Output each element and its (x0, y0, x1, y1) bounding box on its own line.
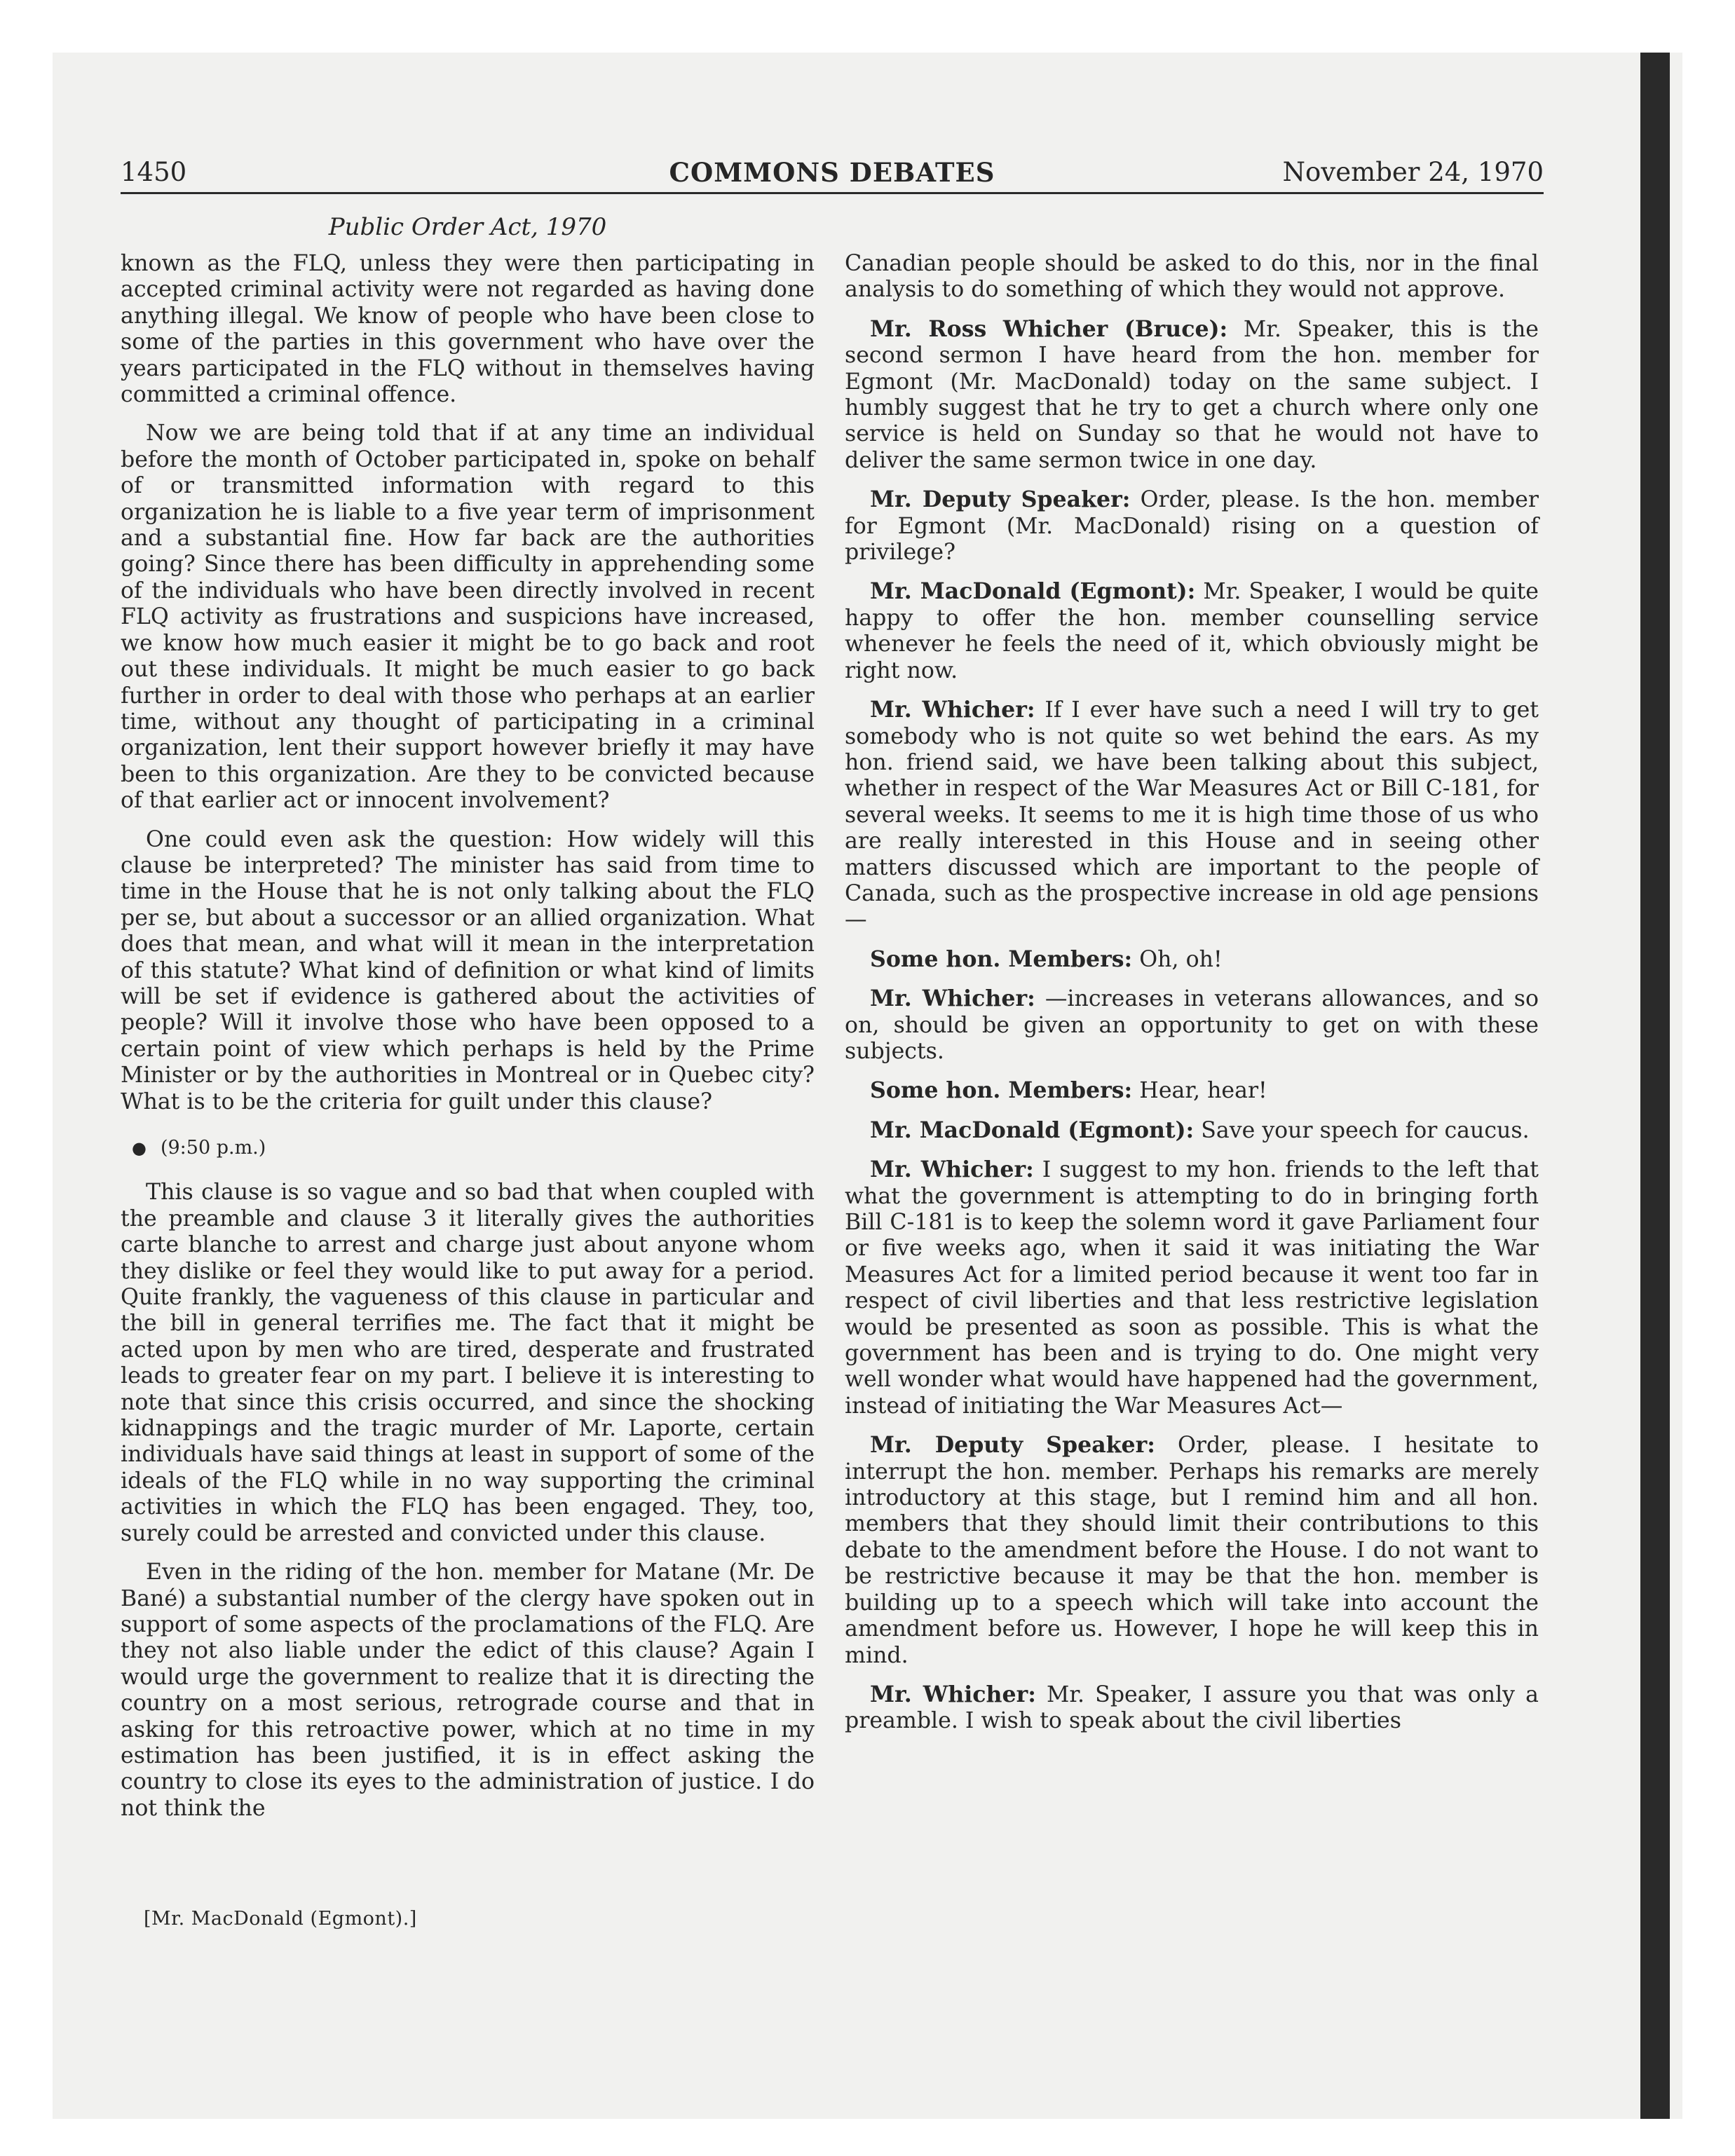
speaker-name: Some hon. Members: (870, 1077, 1133, 1104)
speech-text: Mr. Speaker, I would be quite happy to offer the hon. member counselling service whenever he feels the need of it, which obviously might be right now. (845, 579, 1539, 683)
speech-text: Save your speech for caucus. (1194, 1117, 1530, 1143)
paragraph: Even in the riding of the hon. member for Matane (Mr. De Bané) a substantial number of the clergy have spoken out in support of some aspects of the proclamations of the FLQ. Are they not also liable under the edict of this clause? Again I would urge the government to realize that it is directing the country on a most serious, retrograde course and that in asking for this retroactive power, which at no time in my estimation has been justified, it is in effect asking the country to close its eyes to the administration of justice. I do not think the (121, 1560, 815, 1821)
speech-text: Order, please. I hesitate to interrupt the hon. member. Perhaps his remarks are merely introductory at this stage, but I remind him and all hon. members that they should limit their contributions to this debate to the amendment before the House. I do not want to be restrictive because it may be that the hon. member is building up to a speech which will take into account the amendment before us. However, I hope he will keep this in mind. (845, 1433, 1539, 1668)
paragraph: One could even ask the question: How widely will this clause be interpreted? The minister has said from time to time in the House that he is not only talking about the FLQ per se, but about a successor or an allied organization. What does that mean, and what will it mean in the interpretation of this statute? What kind of definition or what kind of limits will be set if evidence is gathered about the activities of people? Will it involve those who have been opposed to a certain point of view which perhaps is held by the Prime Minister or by the authorities in Montreal or in Quebec city? What is to be the criteria for guilt under this clause? (121, 826, 815, 1114)
paragraph: known as the FLQ, unless they were then participating in accepted criminal activity were not regarded as having done anything illegal. We know of people who have been close to some of the parties in this government who have over the years participated in the FLQ without in themselves having committed a criminal offence. (121, 251, 815, 408)
speaker-name: Mr. Whicher: (870, 697, 1035, 723)
page-number: 1450 (121, 157, 187, 187)
speaker-name: Mr. Whicher: (870, 1157, 1034, 1183)
speech-text: —increases in veterans allowances, and so on, should be given an opportunity to get on with these subjects. (845, 986, 1539, 1064)
speaker-name: Mr. MacDonald (Egmont): (870, 1117, 1195, 1143)
speaker-name: Mr. Ross Whicher (Bruce): (870, 315, 1228, 342)
speech (845, 1157, 1539, 1419)
speech-text: If I ever have such a need I will try to get somebody who is not quite so wet behind the ears. As my hon. friend said, we have been talking about this subject, whether in respect of the War Measures Act or Bill C-181, for several weeks. It seems to me it is high time those of us who are really interested in this House and in seeing other matters discussed which are important to the people of Canada, such as the prospective increase in old age pensions— (845, 697, 1539, 933)
left-column (121, 251, 815, 1834)
bullet-icon: ● (132, 1138, 147, 1158)
paragraph: This clause is so vague and so bad that when coupled with the preamble and clause 3 it literally gives the authorities carte blanche to arrest and charge just about anyone whom they dislike or feel they would like to put away for a period. Quite frankly, the vagueness of this clause in particular and the bill in general terrifies me. The fact that it might be acted upon by men who are tired, desperate and frustrated leads to greater fear on my part. I believe it is interesting to note that since this crisis occurred, and since the shocking kidnappings and the tragic murder of Mr. Laporte, certain individuals have said things at least in support of some of the ideals of the FLQ while in no way supporting the criminal activities in which the FLQ has been engaged. They, too, surely could be arrested and convicted under this clause. (121, 1180, 815, 1546)
speech (845, 1681, 1539, 1735)
scan-edge-shadow (1640, 53, 1670, 2119)
speech-text: I suggest to my hon. friends to the left that what the government is attempting to do in bringing forth Bill C-181 is to keep the solemn word it gave Parliament four or five weeks ago, when it said it was initiating the War Measures Act for a limited period because it went too far in respect of civil liberties and that less restrictive legislation would be presented as soon as possible. This is what the government has been and is trying to do. One might very well wonder what would have happened had the government, instead of initiating the War Measures Act— (845, 1157, 1539, 1419)
speech (845, 316, 1539, 474)
speaker-name: Mr. MacDonald (Egmont): (870, 578, 1196, 605)
speech-text: Hear, hear! (1132, 1078, 1267, 1104)
speech (845, 946, 1539, 973)
speaker-name: Mr. Whicher: (870, 985, 1035, 1012)
speech-text: Mr. Speaker, this is the second sermon I have heard from the hon. member for Egmont (Mr. MacDonald) today on the same subject. I humbly suggest that he try to get a church where only one service is held on Sunday so that he would not have to deliver the same sermon twice in one day. (845, 316, 1539, 473)
paragraph: Now we are being told that if at any time an individual before the month of October participated in, spoke on behalf of or transmitted information with regard to this organization he is liable to a five year term of imprisonment and a substantial fine. How far back are the authorities going? Since there has been difficulty in apprehending some of the individuals who have been directly involved in recent FLQ activity as frustrations and suspicions have increased, we know how much easier it might be to go back and root out these individuals. It might be much easier to go back further in order to deal with those who perhaps at an earlier time, without any thought of participating in a criminal organization, lent their support however briefly it may have been to this organization. Are they to be convicted because of that earlier act or innocent involvement? (121, 421, 815, 814)
right-column (845, 251, 1539, 1747)
speech-text: Order, please. Is the hon. member for Egmont (Mr. MacDonald) rising on a question of privilege? (845, 487, 1539, 566)
speaker-attribution: [Mr. MacDonald (Egmont).] (144, 1908, 417, 1930)
speech (845, 1432, 1539, 1669)
speaker-name: Some hon. Members: (870, 946, 1133, 972)
publication-date: November 24, 1970 (1282, 157, 1544, 187)
speech-text: Mr. Speaker, I assure you that was only a preamble. I wish to speak about the civil liberties (845, 1681, 1539, 1734)
time-stamp (132, 1135, 815, 1161)
speech (845, 1077, 1539, 1104)
time-stamp-text: (9:50 p.m.) (160, 1137, 266, 1159)
paragraph: Canadian people should be asked to do this, nor in the final analysis to do something of which they would not approve. (845, 251, 1539, 303)
speech (845, 985, 1539, 1065)
speaker-name: Mr. Deputy Speaker: (870, 486, 1131, 513)
speech (845, 486, 1539, 566)
publication-title: COMMONS DEBATES (669, 157, 995, 188)
speech (845, 578, 1539, 684)
speech (845, 1117, 1539, 1144)
speech-text: Oh, oh! (1132, 946, 1223, 972)
speaker-name: Mr. Whicher: (870, 1681, 1036, 1707)
speech (845, 697, 1539, 934)
speaker-name: Mr. Deputy Speaker: (870, 1432, 1155, 1459)
running-header (121, 154, 1544, 194)
section-title: Public Order Act, 1970 (328, 213, 607, 241)
